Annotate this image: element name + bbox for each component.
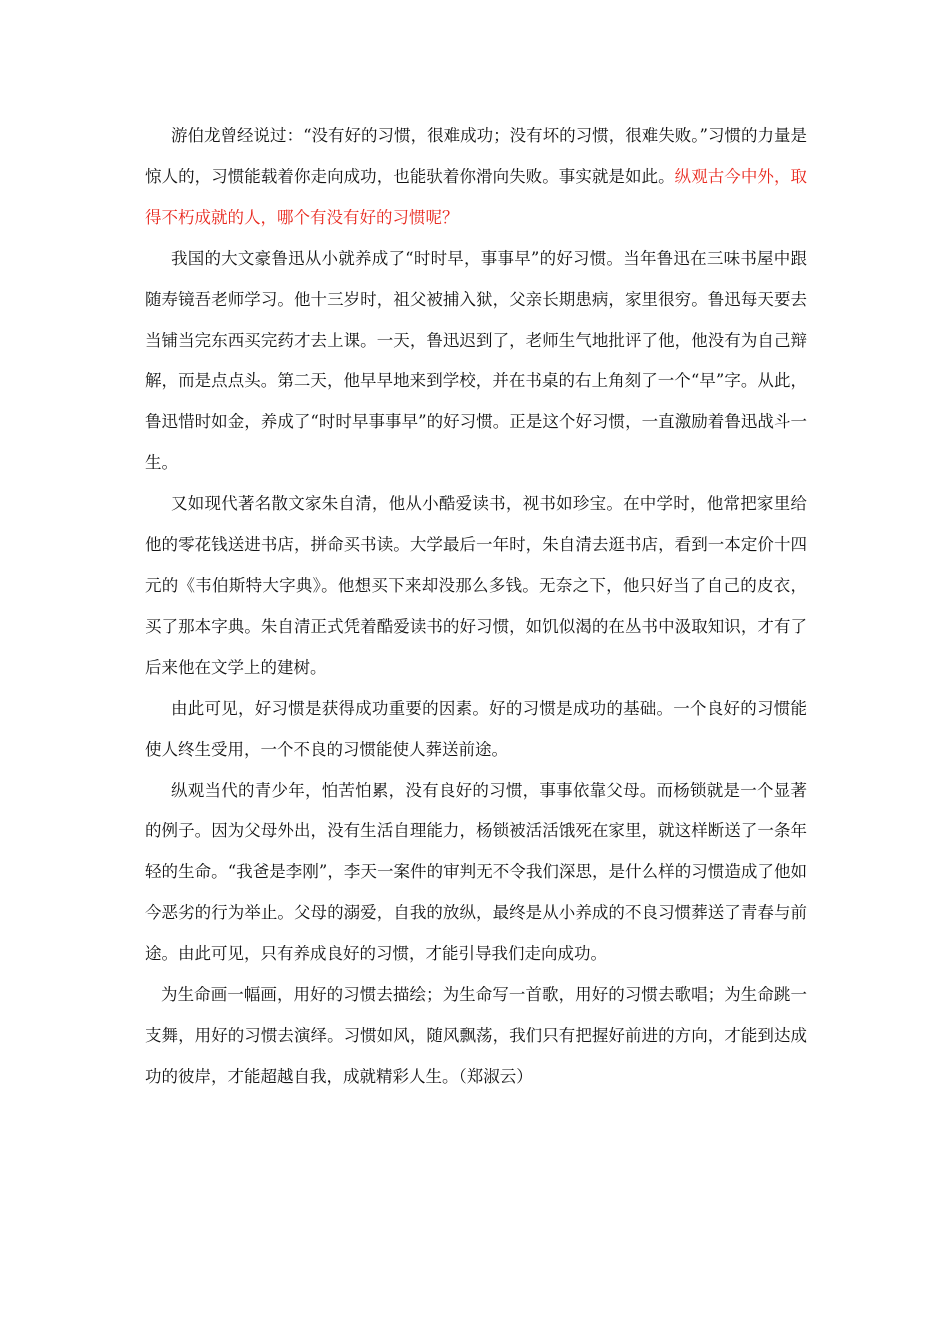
paragraph-lu-xun [145, 239, 807, 484]
paragraph-youth-text: 纵观当代的青少年，怕苦怕累，没有良好的习惯，事事依靠父母。而杨锁就是一个显著的例子。因为父母外出，没有生活自理能力，杨锁被活活饿死在家里，就这样断送了一条年轻的生命。“我爸是李刚”，李天一案件的审判无不令我们深思，是什么样的习惯造成了他如今恶劣的行为举止。父母的溺爱，自我的放纵，最终是从小养成的不良习惯葬送了青春与前途。由此可见，只有养成良好的习惯，才能引导我们走向成功。 [145, 780, 807, 964]
paragraph-intro-highlight: 纵观古今中外，取得不朽成就的人，哪个有没有好的习惯呢？ [145, 166, 807, 227]
paragraph-ending-text: 为生命画一幅画，用好的习惯去描绘；为生命写一首歌，用好的习惯去歌唱；为生命跳一支舞，用好的习惯去演绎。习惯如风，随风飘荡，我们只有把握好前进的方向，才能到达成功的彼岸，才能超越自我，成就精彩人生。（郑淑云） [145, 985, 807, 1086]
paragraph-zhu-ziqing [145, 484, 807, 689]
paragraph-lu-xun-text: 我国的大文豪鲁迅从小就养成了“时时早，事事早”的好习惯。当年鲁迅在三味书屋中跟随寿镜吾老师学习。他十三岁时，祖父被捕入狱，父亲长期患病，家里很穷。鲁迅每天要去当铺当完东西买完药才去上课。一天，鲁迅迟到了，老师生气地批评了他，他没有为自己辩解，而是点点头。第二天，他早早地来到学校，并在书桌的右上角刻了一个“早”字。从此，鲁迅惜时如金，养成了“时时早事事早”的好习惯。正是这个好习惯，一直激励着鲁迅战斗一生。 [145, 248, 807, 473]
essay-body [145, 116, 807, 1098]
paragraph-conclusion-1-text: 由此可见，好习惯是获得成功重要的因素。好的习惯是成功的基础。一个良好的习惯能使人终生受用，一个不良的习惯能使人葬送前途。 [145, 698, 807, 759]
paragraph-intro-text: 游伯龙曾经说过：“没有好的习惯，很难成功；没有坏的习惯，很难失败。”习惯的力量是惊人的，习惯能载着你走向成功，也能驮着你滑向失败。事实就是如此。 [145, 126, 807, 186]
paragraph-ending [145, 975, 807, 1098]
paragraph-zhu-ziqing-text: 又如现代著名散文家朱自清，他从小酷爱读书，视书如珍宝。在中学时，他常把家里给他的零花钱送进书店，拼命买书读。大学最后一年时，朱自清去逛书店，看到一本定价十四元的《韦伯斯特大字典》。他想买下来却没那么多钱。无奈之下，他只好当了自己的皮衣，买了那本字典。朱自清正式凭着酷爱读书的好习惯，如饥似渴的在丛书中汲取知识，才有了后来他在文学上的建树。 [145, 494, 807, 677]
paragraph-youth [145, 771, 807, 976]
paragraph-intro [145, 116, 807, 239]
paragraph-conclusion-1 [145, 689, 807, 771]
